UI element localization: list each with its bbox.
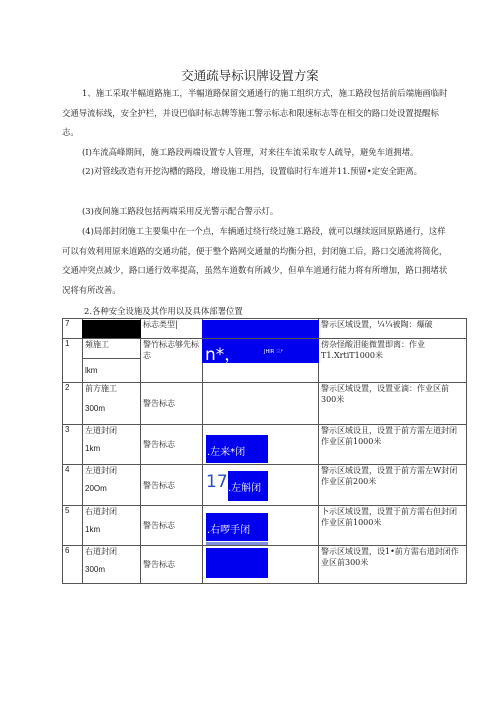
row-type: 警告标志 [141, 383, 203, 425]
black-redaction-box [82, 320, 141, 338]
speed-number: 17 [206, 472, 228, 492]
table-header-row [63, 319, 467, 339]
paragraph-5: (4)局部封闭施工主要集中在一个点，车辆通过绕行绕过施工路段，就可以继续返回原路通行，这样可以有效利用原来道路的交通功能，便于整个路网交通量的均衡分担，封闭施工后，路口交通流将简化，交通冲突点减少，路口通行效率提高，虽然车道数有所减少，但单车道通行能力将有所增加，路口拥堵状况将有所改善。 [62, 226, 448, 295]
row-name-cell [83, 546, 141, 584]
table-row [63, 465, 467, 506]
row-distance: 20Om [85, 484, 107, 493]
row-no: 4 [63, 465, 83, 506]
sign-empty-cell [203, 359, 319, 383]
row-name-cell [83, 425, 141, 465]
sign-image-row5 [203, 506, 319, 546]
row-type: 警告标志 [141, 546, 203, 584]
row-type: 警告标志 [141, 425, 203, 465]
sign-glyph-small: JHIR 三ᵖ [264, 349, 283, 355]
row-type: 警告标志 [141, 506, 203, 546]
left-lane-closed-sign [228, 471, 268, 501]
row-name-cell [83, 506, 141, 546]
row-name: 右道封闭 [85, 547, 117, 556]
row-note: 警示区域设置，设置亚滴：作业区前300米 [319, 383, 467, 425]
header-note: 警示区域设置，¼¼被陶：爆破 [319, 319, 467, 339]
section-heading: 2.各种安全设施及其作用以及具体部署位置 [84, 306, 243, 316]
table-row [63, 425, 467, 465]
header-type: 标志类型| [141, 319, 203, 339]
row-name: 左道封闭 [85, 426, 117, 435]
sign-image-row3 [203, 425, 319, 465]
row-note: 警示区域设置，设置于前方需左W封闭作业区前200米 [319, 465, 467, 506]
row-name: 前方施工 [85, 384, 117, 393]
right-lane-closed-sign [206, 548, 268, 578]
row-no: 3 [63, 425, 83, 465]
row-type: 警竹标志够先标志 [141, 339, 203, 383]
row-distance: 1km [85, 525, 101, 534]
left-lane-closed-sign [206, 435, 268, 463]
row-name: 右道封闭 [85, 507, 117, 516]
row-no: 5 [63, 506, 83, 546]
row-name-cell [83, 383, 141, 425]
sign-image-row6 [203, 546, 319, 584]
row-no: 6 [63, 546, 83, 584]
header-blue-bar [202, 320, 319, 338]
paragraph-3: (2)对管线改造有开挖沟槽的路段，增设施工用挡，设置临时行车道并11.预留•定安全距离。 [82, 166, 422, 176]
sign-glyph-large: n*， [205, 345, 242, 365]
sign-text: .左来*闭 [207, 447, 246, 458]
sign-image-row4 [203, 465, 319, 506]
row-note: 警示区域设且，设置于前方需左道封闭作业区前1000米 [319, 425, 467, 465]
row-distance: lkm [83, 359, 141, 383]
row-note: 卜示区域设置，设置于前方需右但封闭作业区前1000米 [319, 506, 467, 546]
paragraph-2: (I)车流高峰期间，施工路段两端设置专人管理，对来往车流采取专人疏导，避免车道拥堵。 [82, 147, 419, 157]
sign-image-row1 [203, 339, 319, 365]
table-row [63, 546, 467, 584]
header-sign-cell [203, 319, 319, 339]
safety-sign-table [62, 318, 467, 584]
sign-image-row2 [203, 383, 319, 425]
sign-text: .右啰手闭 [207, 525, 251, 536]
table-row [63, 383, 467, 425]
row-distance: 300m [85, 565, 106, 574]
row-name-cell [83, 465, 141, 506]
row-note: 警示区域设置，设1•前方需右道封闭作业区前300米 [319, 546, 467, 584]
row-name: 頻施工 [83, 339, 141, 359]
row-distance: 300m [85, 404, 106, 413]
header-black-cell [83, 319, 141, 339]
right-lane-closed-sign [206, 513, 268, 541]
table-row [63, 506, 467, 546]
sign-text: .左斛闭 [228, 483, 262, 494]
paragraph-1: 1、施工采取半幅道路施工，半幅道路保留交通通行的施工组织方式，施工路段包括前后端施画临时交通导流标线，安全护栏，并设巴临时标志牌等施工警示标志和限速标志等在相交的路口处设置提醒标志。 [62, 88, 448, 137]
table-row [63, 339, 467, 359]
row-name: 左道封闭 [85, 466, 117, 475]
paragraph-4: (3)夜间施工路段包括两端采用反光警示配合警示灯。 [82, 206, 279, 216]
page-title: 交通疏导标识牌设置方案 [181, 68, 319, 83]
row-no: 2 [63, 383, 83, 425]
row-type: 警告标志 [141, 465, 203, 506]
header-no: 7 [63, 319, 83, 339]
row-note: 傍杂怪酸泪能微置即离：作业T1.XrtiT1000米 [319, 339, 467, 383]
row-no: 1 [63, 339, 83, 383]
row-distance: 1km [85, 444, 101, 453]
